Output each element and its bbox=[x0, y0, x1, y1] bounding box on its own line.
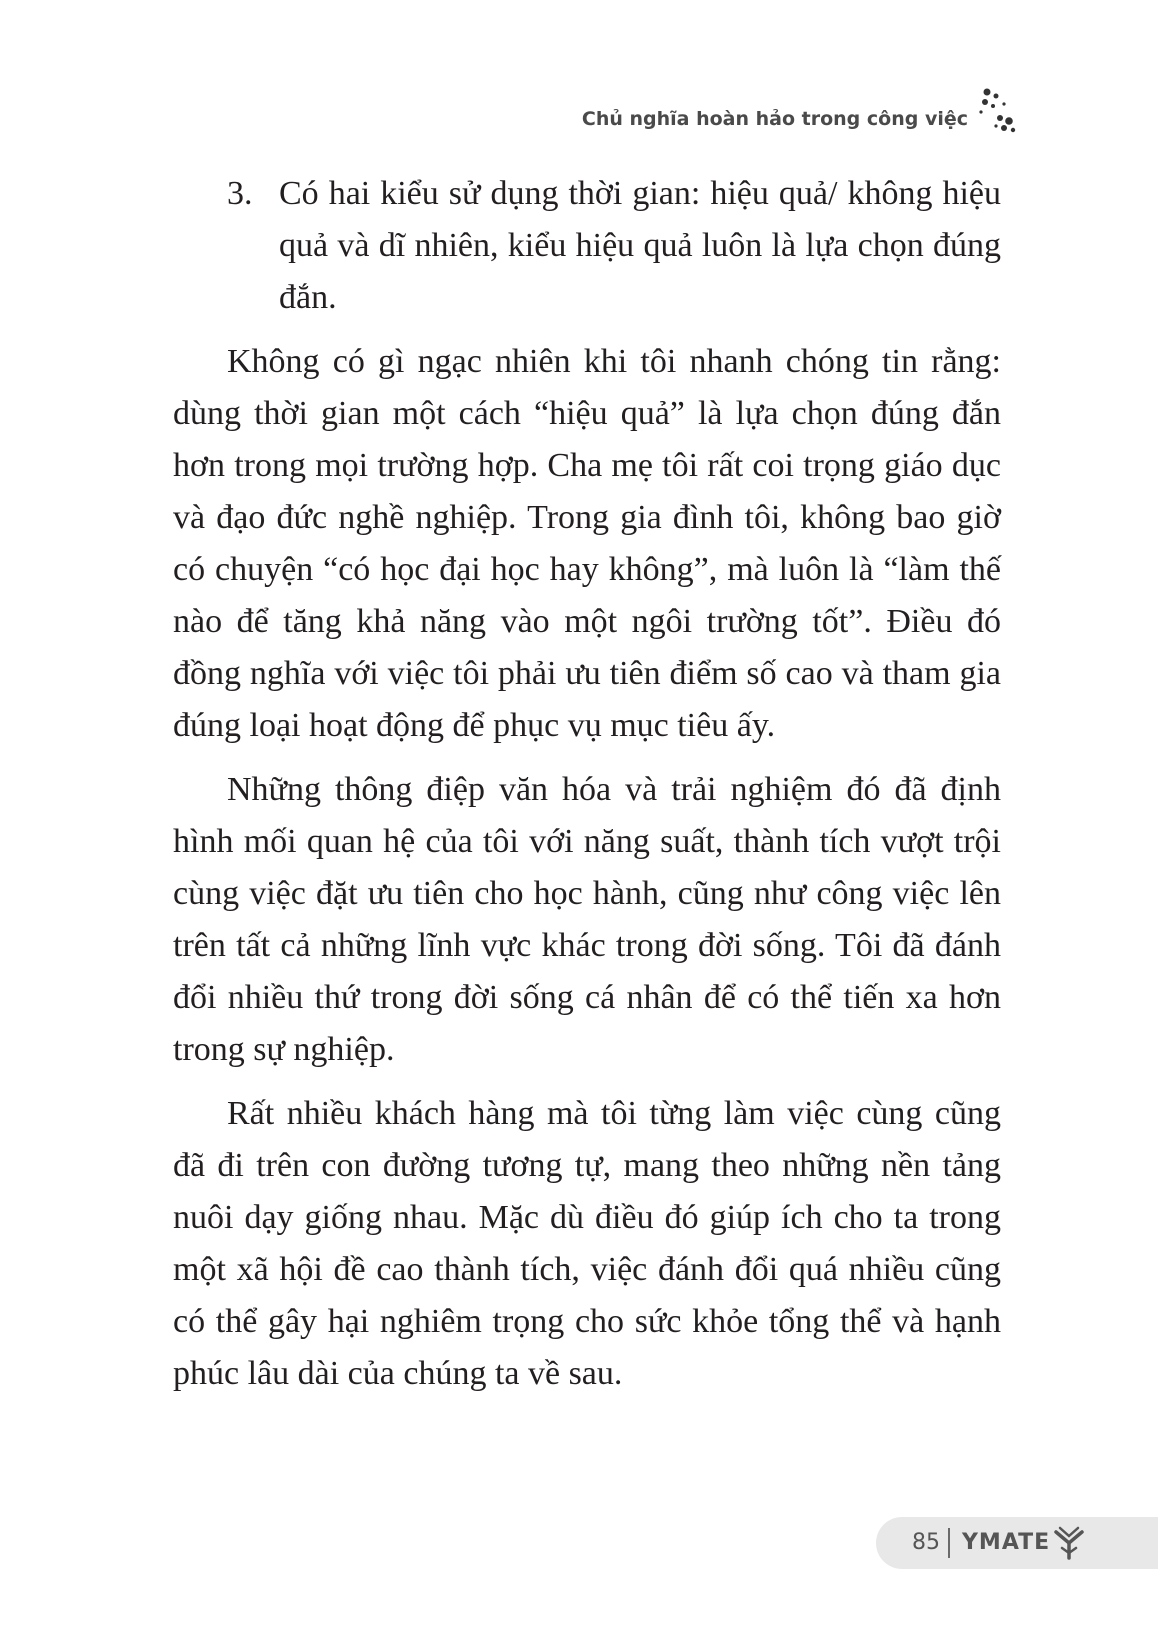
paragraph: Rất nhiều khách hàng mà tôi từng làm việc cùng cũng đã đi trên con đường tương tự, mang theo những nền tảng nuôi dạy giống nhau. Mặc dù điều đó giúp ích cho ta trong một xã hội đề cao thành tích, việc đánh đổi quá nhiều cũng có thể gây hại nghiêm trọng cho sức khỏe tổng thể và hạnh phúc lâu dài của chúng ta về sau. bbox=[173, 1095, 1001, 1392]
page-number: 85 bbox=[912, 1530, 940, 1555]
list-item-number: 3. bbox=[227, 175, 253, 212]
paragraph: Không có gì ngạc nhiên khi tôi nhanh chóng tin rằng: dùng thời gian một cách “hiệu quả” là lựa chọn đúng đắn hơn trong mọi trường hợp. Cha mẹ tôi rất coi trọng giáo dục và đạo đức nghề nghiệp. Trong gia đình tôi, không bao giờ có chuyện “có học đại học hay không”, mà luôn là “làm thế nào để tăng khả năng vào một ngôi trường tốt”. Điều đó đồng nghĩa với việc tôi phải ưu tiên điểm số cao và tham gia đúng loại hoạt động để phục vụ mục tiêu ấy. bbox=[173, 343, 1001, 744]
ymate-logo-icon bbox=[1052, 1526, 1086, 1560]
list-item-text: Có hai kiểu sử dụng thời gian: hiệu quả/ không hiệu quả và dĩ nhiên, kiểu hiệu quả luôn là lựa chọn đúng đắn. bbox=[279, 175, 1001, 316]
brand-name: YMATE bbox=[962, 1530, 1051, 1555]
body-text bbox=[173, 168, 1001, 1412]
running-header: Chủ nghĩa hoàn hảo trong công việc bbox=[581, 108, 968, 130]
footer-tab bbox=[876, 1517, 1158, 1569]
footer-divider bbox=[948, 1528, 950, 1558]
paragraph: Những thông điệp văn hóa và trải nghiệm đó đã định hình mối quan hệ của tôi với năng suất, thành tích vượt trội cùng việc đặt ưu tiên cho học hành, cũng như công việc lên trên tất cả những lĩnh vực khác trong đời sống. Tôi đã đánh đổi nhiều thứ trong đời sống cá nhân để có thể tiến xa hơn trong sự nghiệp. bbox=[173, 771, 1001, 1068]
list-item bbox=[173, 168, 1001, 324]
scattered-dots-icon bbox=[976, 84, 1026, 144]
